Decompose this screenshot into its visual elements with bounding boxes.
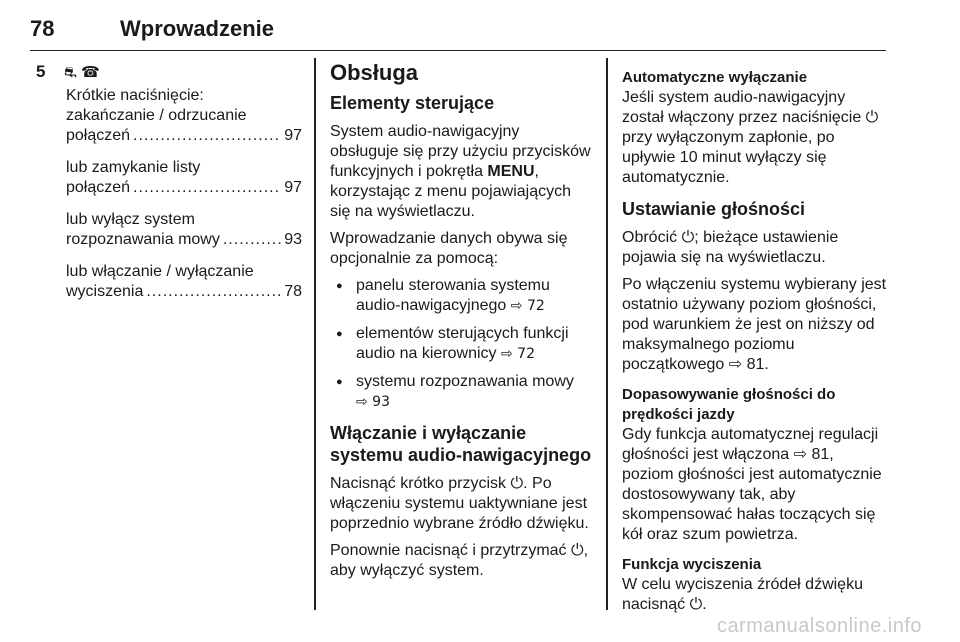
page-number: 78	[30, 16, 55, 41]
entry-line: lub wyłącz system	[66, 211, 195, 228]
paragraph-auto-off: Jeśli system audio-nawigacyjny został włączony przez naciśnięcie ⏻ przy wyłączonym zapłonie, po upływie 10 minut wyłączy się automatycznie.	[622, 89, 879, 186]
heading-on-off: Włączanie i wyłączanie systemu audio-nawigacyjnego	[330, 423, 592, 465]
paragraph-on-off-2: Ponownie nacisnąć i przytrzymać ⏻, aby wyłączyć system.	[330, 542, 589, 579]
leader-dots	[133, 126, 281, 146]
key-item-header	[30, 60, 302, 86]
list-item	[330, 324, 592, 364]
heading-speed-volume: Dopasowywanie głośności do prędkości jazdy	[622, 386, 836, 423]
watermark: carmanualsonline.info	[716, 615, 922, 637]
column-divider	[314, 58, 316, 610]
leader-text: połączeń	[66, 179, 131, 196]
key-entry	[66, 158, 302, 198]
text-span: System audio-nawigacyjny obsługuje się przy użyciu przycisków funkcyjnych i pokrętła	[330, 123, 591, 180]
bullet-text: systemu rozpoznawania mowy	[356, 373, 574, 390]
key-number: 5	[36, 62, 46, 81]
page-ref[interactable]: ⇨ 93	[356, 394, 390, 410]
leader-text: wyciszenia	[66, 283, 144, 300]
leader-line	[66, 230, 302, 250]
section-title: Wprowadzenie	[120, 16, 275, 41]
heading-auto-off: Automatyczne wyłączanie	[622, 69, 808, 86]
leader-line	[66, 126, 302, 146]
key-entry	[66, 210, 302, 250]
heading-volume: Ustawianie głośności	[622, 199, 806, 219]
page-ref[interactable]: 97	[284, 179, 302, 196]
bullet-text: panelu sterowania systemu audio-nawigacyjnego	[356, 277, 550, 314]
entry-line: zakańczanie / odrzucanie	[66, 107, 247, 124]
menu-knob-label: MENU	[487, 163, 535, 180]
column-divider	[606, 58, 608, 610]
page-ref[interactable]: 97	[284, 127, 302, 144]
column-operation	[330, 60, 592, 588]
entry-line: lub zamykanie listy	[66, 159, 201, 176]
leader-dots	[223, 230, 281, 250]
list-item	[330, 372, 592, 412]
page-ref[interactable]: ⇨ 72	[510, 298, 545, 314]
key-entry	[66, 86, 302, 146]
leader-line	[66, 282, 302, 302]
paragraph-input: Wprowadzanie danych obywa się opcjonalnie za pomocą:	[330, 230, 568, 267]
heading-operation: Obsługa	[330, 60, 419, 85]
column-key-list	[30, 60, 302, 314]
paragraph-on-off-1: Nacisnąć krótko przycisk ⏻. Po włączeniu systemu uaktywniane jest poprzednio wybrane źródło dźwięku.	[330, 475, 589, 532]
paragraph-controls	[330, 122, 592, 222]
leader-line	[66, 178, 302, 198]
heading-controls: Elementy sterujące	[330, 93, 495, 113]
leader-dots	[146, 282, 281, 302]
text-span: , korzystając z menu pojawiających się na wyświetlaczu.	[330, 163, 571, 220]
paragraph-mute: W celu wyciszenia źródeł dźwięku nacisnąć ⏻.	[622, 576, 863, 613]
input-methods-list	[330, 276, 592, 412]
leader-text: połączeń	[66, 127, 131, 144]
key-entry	[66, 262, 302, 302]
column-volume	[622, 60, 888, 622]
entry-line: lub włączanie / wyłączanie	[66, 263, 254, 280]
bullet-text: elementów sterujących funkcji audio na kierownicy	[356, 325, 569, 362]
paragraph-speed-volume: Gdy funkcja automatycznej regulacji głośności jest włączona ⇨ 81, poziom głośności jest automatycznie dostosowywany tak, aby skompensować hałas toczących się kół oraz szum powietrza.	[622, 426, 882, 543]
page-ref[interactable]: 93	[284, 231, 302, 248]
paragraph-volume-1: Obrócić ⏻; bieżące ustawienie pojawia się na wyświetlaczu.	[622, 229, 839, 266]
leader-text: rozpoznawania mowy	[66, 231, 220, 248]
leader-dots	[133, 178, 281, 198]
heading-mute: Funkcja wyciszenia	[622, 556, 762, 573]
entry-line: Krótkie naciśnięcie:	[66, 87, 204, 104]
page-ref[interactable]: 78	[284, 283, 302, 300]
list-item	[330, 276, 592, 316]
page-ref[interactable]: ⇨ 72	[500, 346, 535, 362]
phone-icon: ⛐ ☎	[64, 64, 100, 81]
paragraph-volume-2: Po włączeniu systemu wybierany jest ostatnio używany poziom głośności, pod warunkiem że jest on niższy od maksymalnego poziomu początkowego ⇨ 81.	[622, 276, 887, 373]
page-header	[30, 14, 886, 51]
